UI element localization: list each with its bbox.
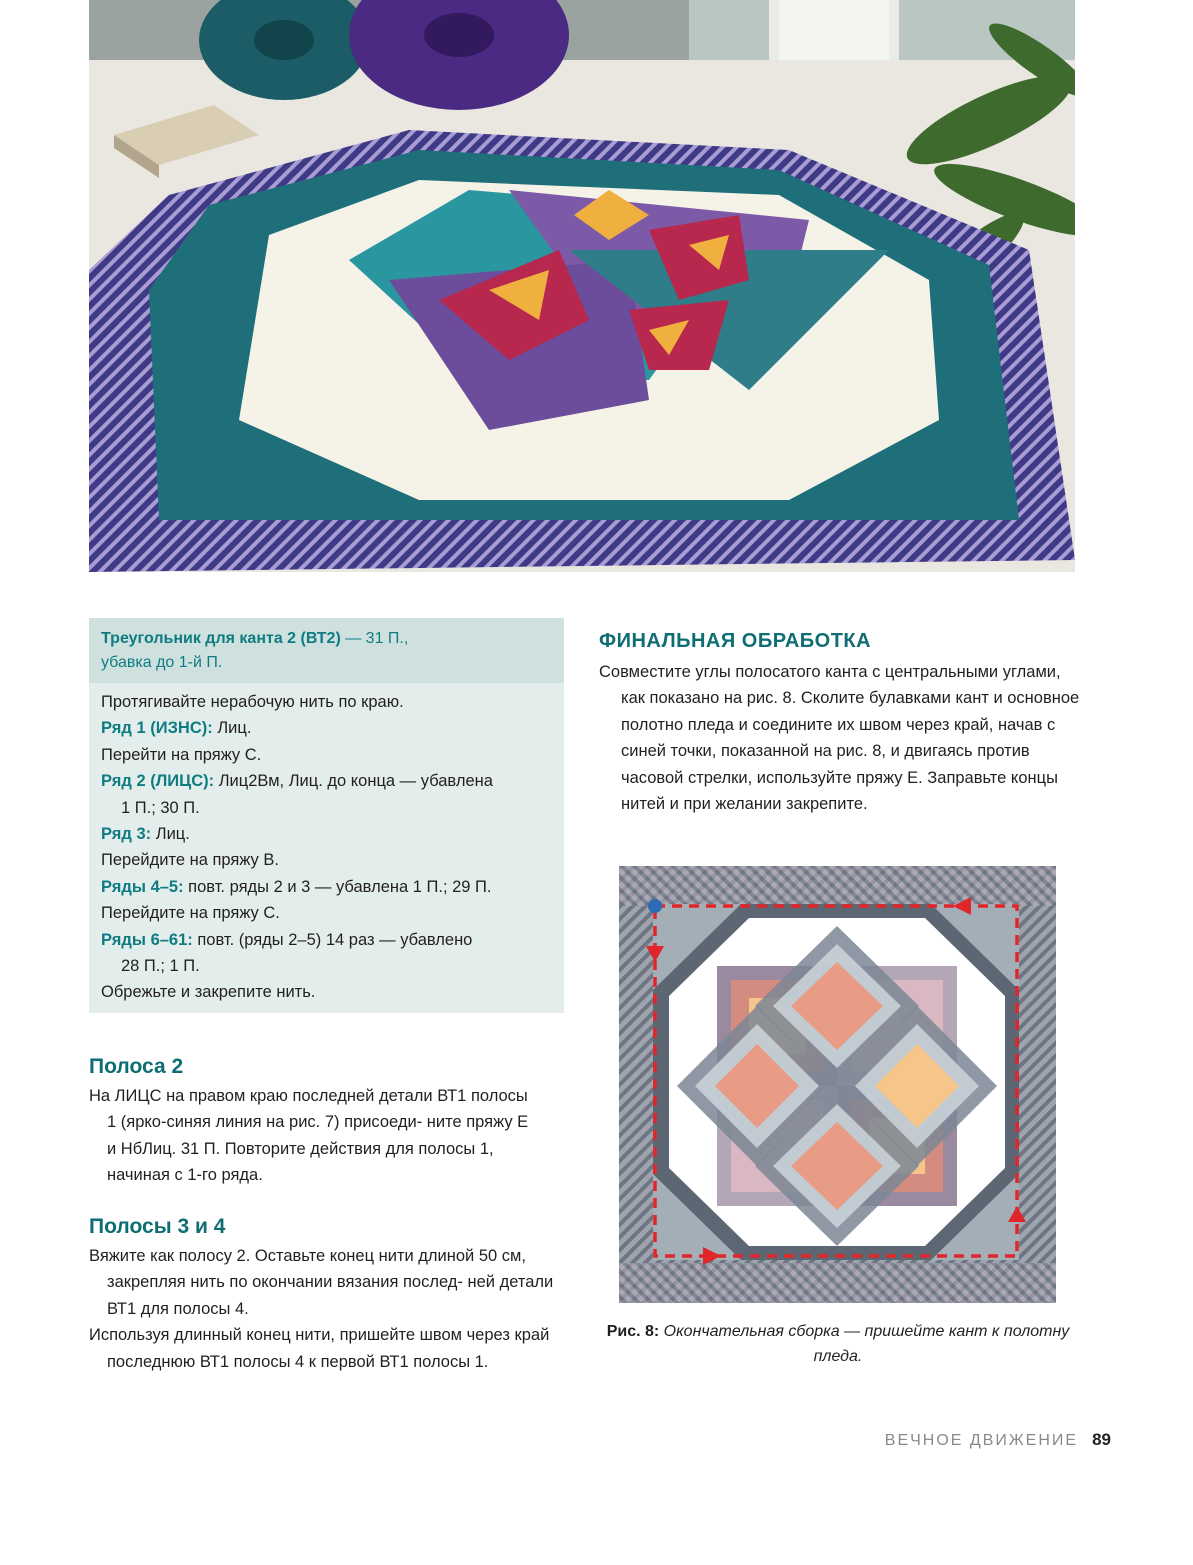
instruction-line: Обрежьте и закрепите нить. [101, 983, 316, 1002]
section-strip-2 [89, 1053, 534, 1189]
instruction-line: Ряд 3: Лиц. [101, 825, 190, 844]
box-title-rest: — 31 П., [340, 630, 409, 647]
blanket-photo [89, 0, 1075, 572]
instruction-box [89, 618, 564, 1013]
page-footer [885, 1428, 1111, 1453]
knitted-blanket-photo-icon [89, 0, 1075, 572]
section-heading: Полосы 3 и 4 [89, 1215, 226, 1238]
box-title-line2: убавка до 1-й П. [101, 654, 223, 671]
assembly-diagram-icon [619, 866, 1056, 1303]
section-heading: Полоса 2 [89, 1055, 184, 1078]
instruction-line: Ряд 1 (ИЗНС): Лиц. [101, 719, 252, 738]
box-body [89, 683, 564, 1006]
section-paragraph: Совместите углы полосатого канта с центральными углами, как показано на рис. 8. Сколите булавками кант и основное полотно пледа и соедините их швом через край, начав с синей точки, показанной на рис. 8, и двигаясь против часовой стрелки, используйте пряжу Е. Заправьте концы нитей и при желании закрепите. [599, 663, 1080, 814]
section-heading: ФИНАЛЬНАЯ ОБРАБОТКА [599, 630, 872, 652]
section-final [599, 627, 1089, 817]
section-paragraph: Вяжите как полосу 2. Оставьте конец нити длиной 50 см, закрепляя нить по окончании вязания послед- ней детали ВТ1 для полосы 4. [89, 1247, 554, 1318]
box-heading [89, 618, 564, 683]
figure-caption-text: Окончательная сборка — пришейте кант к полотну пледа. [659, 1323, 1070, 1365]
instruction-line: Ряды 4–5: повт. ряды 2 и 3 — убавлена 1 П.; 29 П. [101, 877, 492, 896]
section-paragraph: Используя длинный конец нити, пришейте швом через край последнюю ВТ1 полосы 4 к первой ВТ1 полосы 1. [89, 1326, 550, 1371]
instruction-line: Ряды 6–61: повт. (ряды 2–5) 14 раз — убавлено [101, 930, 473, 949]
instruction-line: Перейти на пряжу С. [101, 745, 262, 764]
instruction-line: 28 П.; 1 П. [121, 957, 200, 976]
figure-label: Рис. 8: [606, 1323, 660, 1340]
instruction-line: Перейдите на пряжу С. [101, 904, 280, 923]
instruction-line: Ряд 2 (ЛИЦС): Лиц2Вм, Лиц. до конца — убавлена [101, 772, 493, 791]
section-strips-3-4 [89, 1213, 569, 1375]
instruction-line: 1 П.; 30 П. [121, 798, 200, 817]
section-paragraph: На ЛИЦС на правом краю последней детали ВТ1 полосы 1 (ярко-синяя линия на рис. 7) присоеди- ните пряжу Е и НбЛиц. 31 П. Повторите действия для полосы 1, начиная с 1-го ряда. [89, 1087, 529, 1185]
start-dot-icon [648, 899, 662, 913]
assembly-diagram [619, 866, 1056, 1303]
instruction-line: Перейдите на пряжу В. [101, 851, 279, 870]
instruction-line: Протягивайте нерабочую нить по краю. [101, 693, 404, 711]
page-number: 89 [1092, 1430, 1111, 1449]
box-title: Треугольник для канта 2 (ВТ2) [101, 630, 341, 647]
figure-caption [600, 1320, 1076, 1369]
running-title: ВЕЧНОЕ ДВИЖЕНИЕ [884, 1432, 1079, 1449]
